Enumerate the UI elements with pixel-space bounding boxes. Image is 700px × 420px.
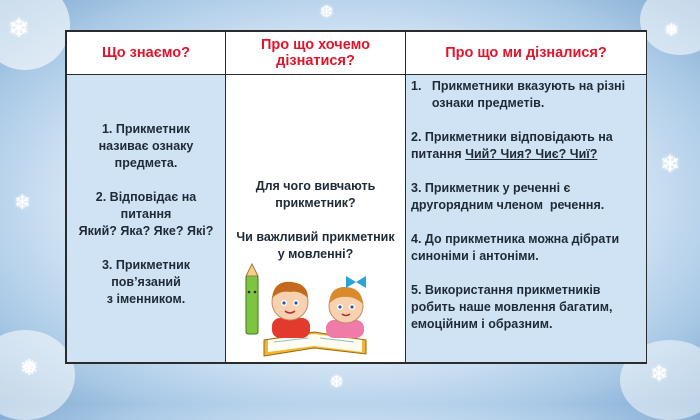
header-want [226,32,406,75]
known-cell [67,75,226,363]
snowflake-icon: ❅ [20,356,39,381]
want-question-2 [232,229,399,263]
known-item-1-line-c: предмета. [114,156,178,170]
header-row [67,32,647,75]
learned-point-5-line-a: 5. Використання прикметників [411,283,601,297]
girl-figure [326,276,366,338]
learned-point-5 [411,282,640,333]
learned-point-2-questions: Чий? Чия? Чиє? Чиї? [465,147,598,161]
learned-point-4-line-b: синоніми і антоніми. [411,249,539,263]
learned-point-4 [411,231,640,265]
learned-point-2-line-a: 2. Прикметники відповідають на [411,130,613,144]
pencil-icon [246,264,258,334]
snowflake-icon: ❄ [8,14,30,44]
known-item-3-line-a: 3. Прикметник [101,258,191,272]
want-question-2-line-b: у мовленні? [277,247,354,261]
kwl-table-container [65,30,647,364]
header-learned-label: Про що ми дізналися? [445,45,607,61]
boy-figure [272,282,310,338]
known-item-1 [73,121,219,172]
want-question-2-line-a: Чи важливий прикметник [236,230,395,244]
snowflake-icon: ❄ [650,362,669,387]
known-item-2-line-b: питання [120,207,172,221]
want-question-1-line-a: Для чого вивчають [255,179,376,193]
header-want-label: Про що хочемо дізнатися? [261,37,370,69]
snowflake-icon: ❅ [664,20,680,41]
header-known [67,32,226,75]
learned-point-3-line-b: другорядним членом речення. [411,198,605,212]
want-question-1 [232,178,399,212]
learned-point-2-line-b: питання [411,147,466,161]
known-item-2-line-c: Який? Яка? Яке? Які? [78,224,214,238]
learned-point-4-line-a: 4. До прикметника можна дібрати [411,232,620,246]
known-item-2-line-a: 2. Відповідає на [95,190,197,204]
learned-cell [406,75,647,363]
learned-point-5-line-c: емоційним і образним. [411,317,553,331]
learned-point-5-line-b: робить наше мовлення багатим, [411,300,613,314]
want-question-1-line-b: прикметник? [275,196,356,210]
snowflake-icon: ❄ [14,190,31,214]
known-item-1-line-a: 1. Прикметник [101,122,191,136]
header-known-label: Що знаємо? [102,45,190,61]
learned-point-3-line-a: 3. Прикметник у реченні є [411,181,571,195]
snowflake-icon: ❄ [660,150,681,178]
snowflake-icon: ❆ [320,2,334,21]
known-item-3-line-c: з іменником. [106,292,186,306]
want-cell [226,75,406,363]
content-row [67,75,647,363]
learned-point-1 [411,78,640,112]
learned-point-1-line-a: 1. Прикметники вказують на різні [411,79,626,93]
learned-point-1-line-b: ознаки предметів. [411,96,545,110]
learned-point-2 [411,129,640,163]
known-item-1-line-b: називає ознаку [98,139,194,153]
header-learned [406,32,647,75]
known-item-3-line-b: пов’язаний [111,275,181,289]
learned-point-3 [411,180,640,214]
snowflake-icon: ❆ [330,372,344,391]
known-item-3 [73,257,219,308]
kwl-table [66,31,647,363]
known-item-2 [73,189,219,240]
children-reading-illustration [234,262,396,362]
